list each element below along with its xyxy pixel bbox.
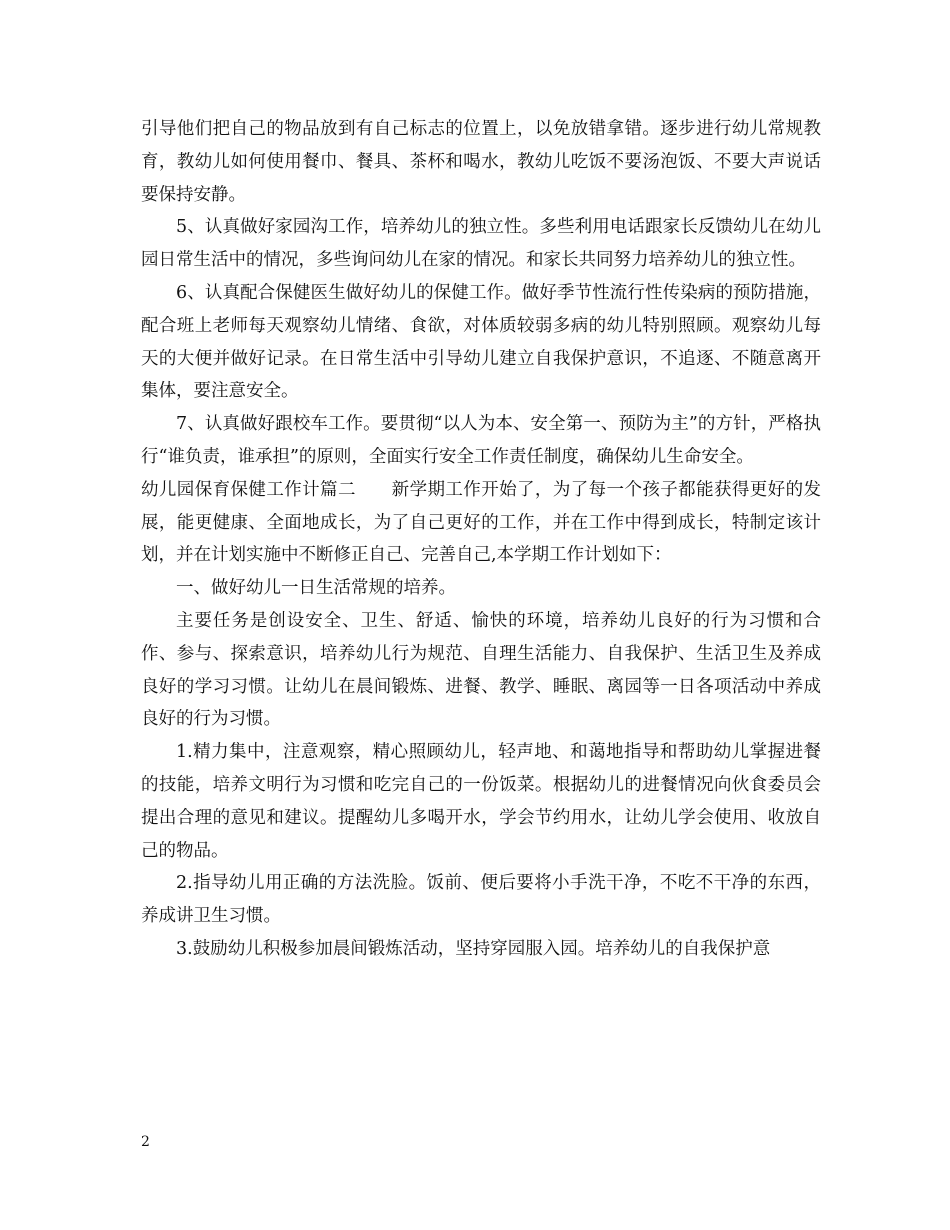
paragraph: 5、认真做好家园沟工作，培养幼儿的独立性。多些利用电话跟家长反馈幼儿在幼儿园日常生活中的情况，多些询问幼儿在家的情况。和家长共同努力培养幼儿的独立性。 [141, 217, 821, 271]
page-number: 2 [141, 1134, 150, 1150]
paragraph: 1.精力集中，注意观察，精心照顾幼儿，轻声地、和蔼地指导和帮助幼儿掌握进餐的技能，培养文明行为习惯和吃完自己的一份饭菜。根据幼儿的进餐情况向伙食委员会提出合理的意见和建议。提醒幼儿多喝开水，学会节约用水，让幼儿学会使用、收放自己的物品。 [141, 742, 821, 861]
document-body [141, 113, 821, 966]
paragraph: 3.鼓励幼儿积极参加晨间锻炼活动，坚持穿园服入园。培养幼儿的自我保护意 [176, 938, 771, 959]
paragraph: 7、认真做好跟校车工作。要贯彻“以人为本、安全第一、预防为主”的方针，严格执行“谁负责，谁承担”的原则，全面实行安全工作责任制度，确保幼儿生命安全。 [141, 414, 821, 467]
paragraph: 引导他们把自己的物品放到有自己标志的位置上，以免放错拿错。逐步进行幼儿常规教育，教幼儿如何使用餐巾、餐具、茶杯和喝水，教幼儿吃饭不要汤泡饭、不要大声说话要保持安静。 [141, 119, 821, 205]
paragraph: 6、认真配合保健医生做好幼儿的保健工作。做好季节性流行性传染病的预防措施，配合班上老师每天观察幼儿情绪、食欲，对体质较弱多病的幼儿特别照顾。观察幼儿每天的大便并做好记录。在日常生活中引导幼儿建立自我保护意识，不追逐、不随意离开集体，要注意安全。 [141, 282, 821, 402]
paragraph: 主要任务是创设安全、卫生、舒适、愉快的环境，培养幼儿良好的行为习惯和合作、参与、探索意识，培养幼儿行为规范、自理生活能力、自我保护、生活卫生及养成良好的学习习惯。让幼儿在晨间锻炼、进餐、教学、睡眠、离园等一日各项活动中养成良好的行为习惯。 [141, 610, 821, 730]
paragraph: 幼儿园保育保健工作计篇二 新学期工作开始了，为了每一个孩子都能获得更好的发展，能更健康、全面地成长，为了自己更好的工作，并在工作中得到成长，特制定该计划，并在计划实施中不断修正自己、完善自己,本学期工作计划如下： [141, 479, 821, 566]
paragraph: 一、做好幼儿一日生活常规的培养。 [176, 578, 456, 599]
paragraph: 2.指导幼儿用正确的方法洗脸。饭前、便后要将小手洗干净，不吃不干净的东西，养成讲卫生习惯。 [141, 873, 821, 927]
